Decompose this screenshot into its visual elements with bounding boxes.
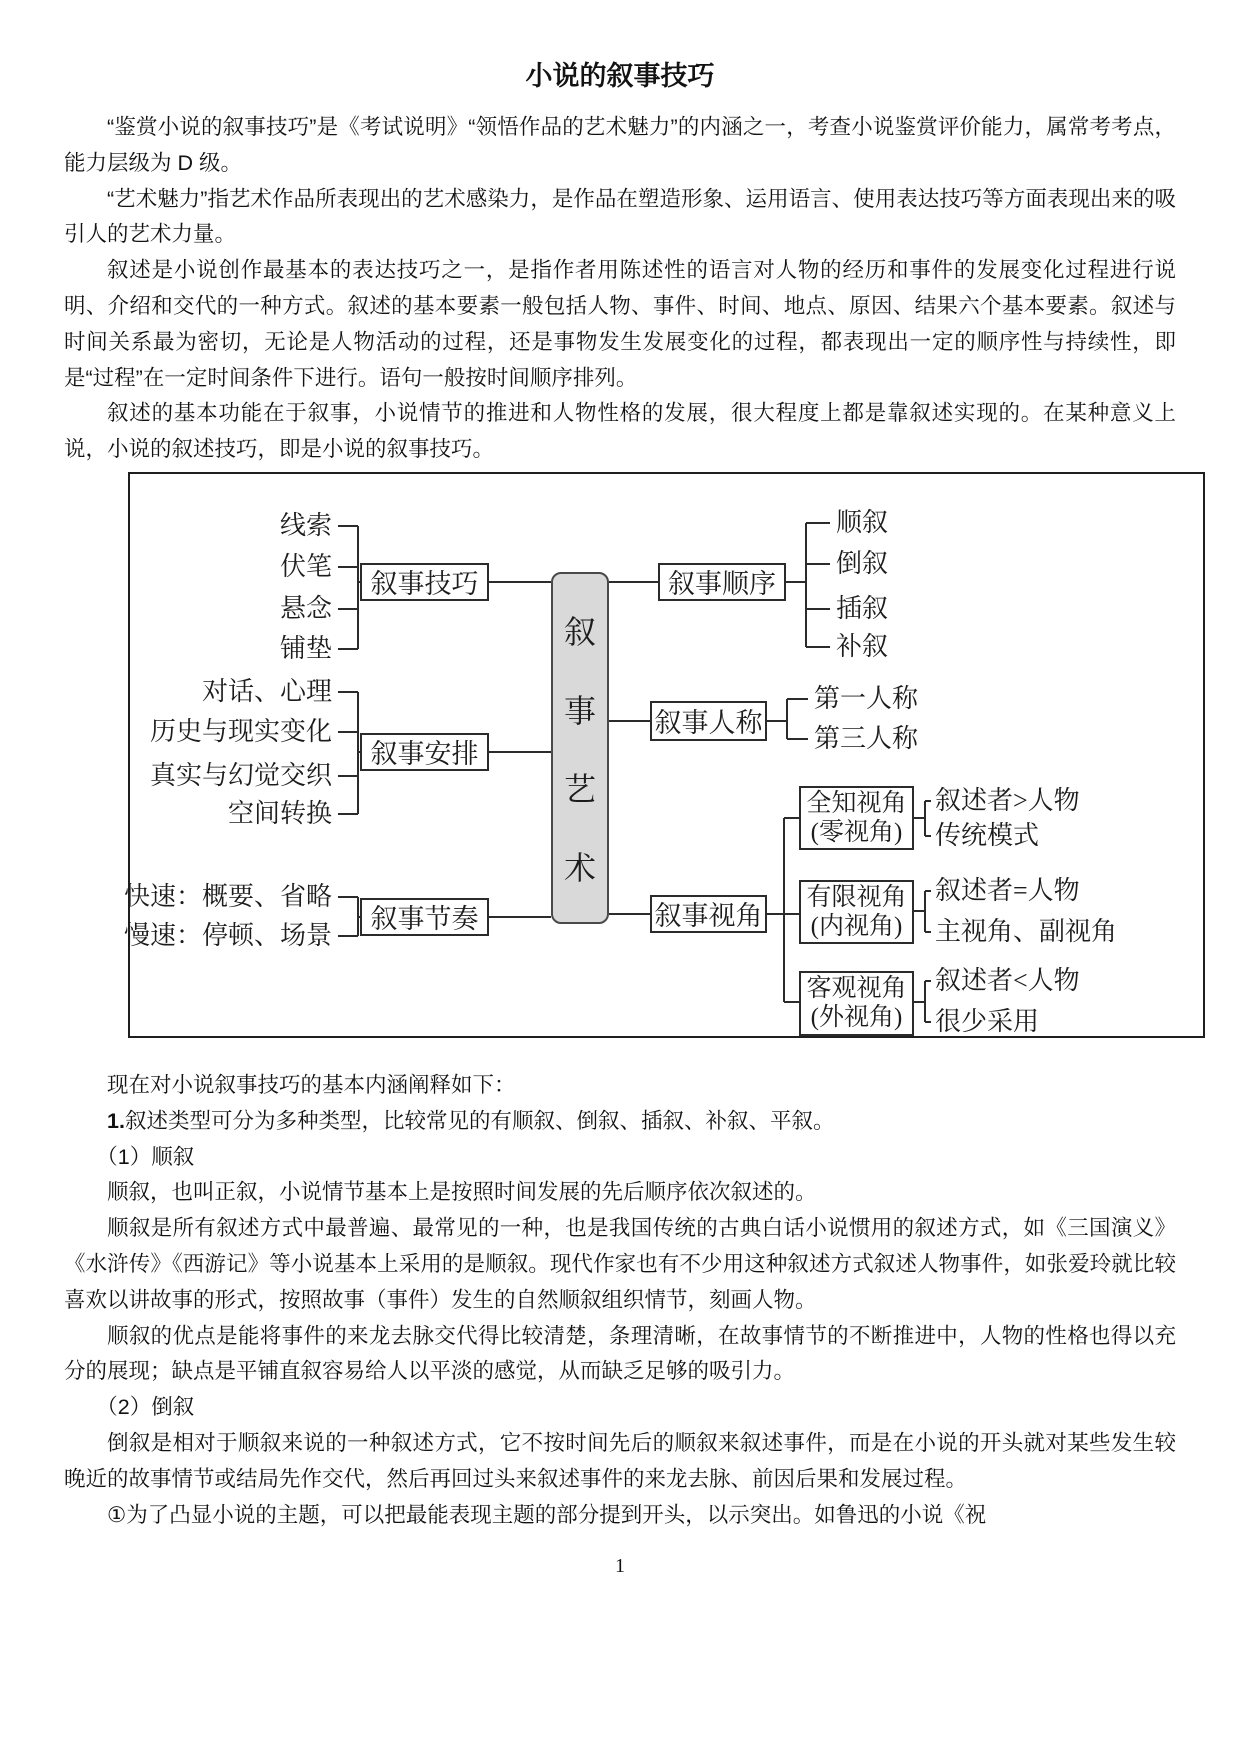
diagram-box-narrative-technique: 叙事技巧: [360, 563, 489, 601]
intro-paragraph-2: “艺术魅力”指艺术作品所表现出的艺术感染力，是作品在塑造形象、运用语言、使用表达技巧等方面表现出来的吸引人的艺术力量。: [64, 186, 1176, 247]
diagram-subbox-objective: [799, 971, 914, 1036]
page-title: 小说的叙事技巧: [525, 61, 715, 91]
paragraph: 顺叙是所有叙述方式中最普遍、最常见的一种，也是我国传统的古典白话小说惯用的叙述方式，如《三国演义》《水浒传》《西游记》等小说基本上采用的是顺叙。现代作家也有不少用这种叙述方式叙述人物事件，如张爱玲就比较喜欢以讲故事的形式，按照故事（事件）发生的自然顺叙组织情节，刻画人物。: [64, 1216, 1176, 1312]
center-char: 事: [563, 692, 596, 729]
intro-paragraph-3: 叙述是小说创作最基本的表达技巧之一，是指作者用陈述性的语言对人物的经历和事件的发展变化过程进行说明、介绍和交代的一种方式。叙述的基本要素一般包括人物、事件、时间、地点、原因、结果六个基本要素。叙述与时间关系最为密切，无论是人物活动的过程，还是事物发生发展变化的过程，都表现出一定的顺序性与持续性，即是“过程”在一定时间条件下进行。语句一般按时间顺序排列。: [64, 258, 1176, 390]
diagram-item: 主视角、副视角: [935, 916, 1118, 946]
diagram-item: 对话、心理: [201, 676, 332, 706]
diagram-subbox-omniscient: [799, 786, 914, 850]
diagram-box-narrative-arrangement: 叙事安排: [360, 733, 489, 771]
diagram-item: 叙述者<人物: [935, 965, 1080, 995]
diagram-item: 叙述者=人物: [935, 875, 1080, 905]
diagram-item: 慢速：停顿、场景: [123, 920, 332, 950]
section-heading-shunxu: （1）顺叙: [96, 1144, 195, 1169]
explanation-section: [64, 1068, 1176, 1533]
subbox-line: 有限视角: [806, 883, 907, 911]
diagram-item: 第一人称: [814, 683, 919, 713]
diagram-item: 悬念: [279, 593, 332, 623]
paragraph: 顺叙的优点是能将事件的来龙去脉交代得比较清楚，条理清晰，在故事情节的不断推进中，人物的性格也得以充分的展现；缺点是平铺直叙容易给人以平淡的感觉，从而缺乏足够的吸引力。: [64, 1323, 1176, 1384]
diagram-item: 真实与幻觉交织: [149, 760, 332, 790]
diagram-box-narrative-rhythm: 叙事节奏: [360, 898, 489, 936]
narrative-art-diagram: [123, 472, 1205, 1038]
diagram-item: 补叙: [836, 631, 889, 661]
item-text: 叙述类型可分为多种类型，比较常见的有顺叙、倒叙、插叙、补叙、平叙。: [124, 1108, 835, 1133]
diagram-item: 伏笔: [279, 551, 332, 581]
section-heading-daoxu: （2）倒叙: [96, 1395, 195, 1420]
intro-paragraph-4: 叙述的基本功能在于叙事，小说情节的推进和人物性格的发展，很大程度上都是靠叙述实现的。在某种意义上说，小说的叙述技巧，即是小说的叙事技巧。: [64, 401, 1176, 462]
diagram-item: 倒叙: [836, 548, 889, 578]
diagram-box-narrative-order: 叙事顺序: [658, 563, 786, 601]
item-number: 1.: [107, 1108, 125, 1133]
subbox-line: 客观视角: [806, 975, 907, 1003]
diagram-subbox-limited: [799, 880, 914, 944]
diagram-item: 叙述者>人物: [935, 785, 1080, 815]
diagram-item: 第三人称: [814, 723, 919, 753]
diagram-item: 铺垫: [279, 633, 332, 663]
subbox-line: (外视角): [810, 1004, 903, 1032]
paragraph: 顺叙，也叫正叙，小说情节基本上是按照时间发展的先后顺序依次叙述的。: [107, 1180, 817, 1205]
diagram-box-narrative-person: 叙事人称: [650, 701, 767, 741]
page-number: 1: [615, 1555, 625, 1578]
diagram-item: 快速：概要、省略: [123, 881, 332, 911]
diagram-item: 线索: [279, 510, 332, 540]
diagram-item: 历史与现实变化: [149, 716, 332, 746]
diagram-item: 插叙: [836, 593, 889, 623]
subbox-line: (零视角): [810, 818, 903, 846]
intro-paragraph-1: “鉴赏小说的叙事技巧”是《考试说明》“领悟作品的艺术魅力”的内涵之一，考查小说鉴赏评价能力，属常考考点，能力层级为 D 级。: [64, 115, 1176, 175]
subbox-line: 全知视角: [806, 789, 907, 817]
center-char: 叙: [563, 613, 596, 650]
explain-intro: 现在对小说叙事技巧的基本内涵阐释如下：: [107, 1072, 516, 1097]
diagram-item: 空间转换: [227, 798, 332, 828]
center-char: 艺: [563, 771, 596, 808]
diagram-item: 传统模式: [935, 820, 1040, 850]
diagram-item: 顺叙: [836, 507, 889, 537]
paragraph: ①为了凸显小说的主题，可以把最能表现主题的部分提到开头，以示突出。如鲁迅的小说《祝: [107, 1502, 987, 1527]
subbox-line: (内视角): [810, 912, 903, 940]
diagram-box-narrative-perspective: 叙事视角: [650, 895, 767, 933]
center-char: 术: [563, 850, 596, 887]
diagram-item: 很少采用: [935, 1006, 1040, 1036]
paragraph: 倒叙是相对于顺叙来说的一种叙述方式，它不按时间先后的顺叙来叙述事件，而是在小说的开头就对某些发生较晚近的故事情节或结局先作交代，然后再回过头来叙述事件的来龙去脉、前因后果和发展过程。: [64, 1430, 1176, 1491]
diagram-center-narrative-art: [551, 572, 609, 924]
type-list-item: [64, 1104, 1176, 1140]
